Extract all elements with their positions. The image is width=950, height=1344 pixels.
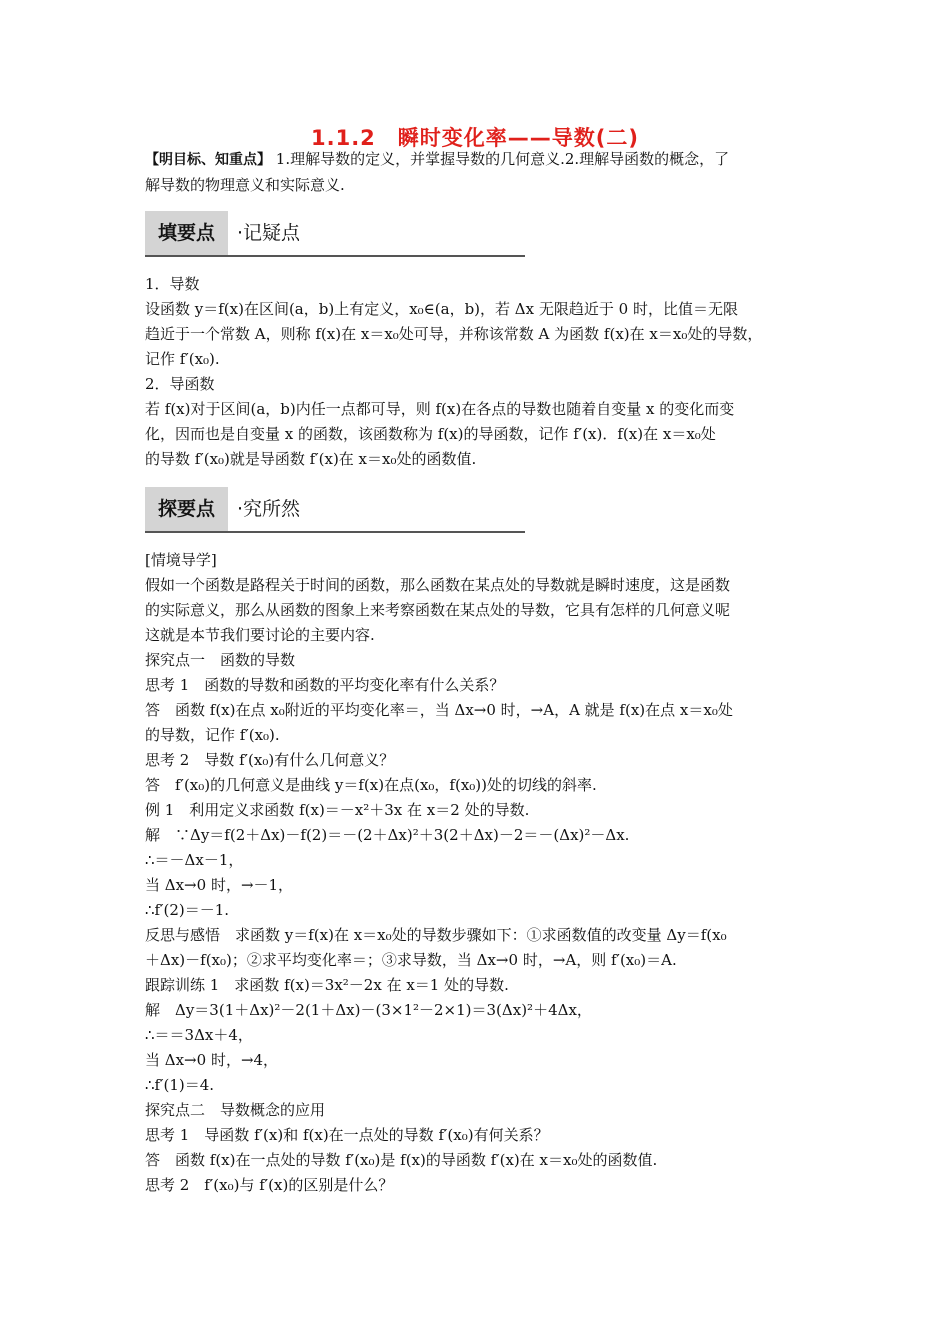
text-line: 思考 2 导数 f′(x₀)有什么几何意义？ xyxy=(145,751,395,769)
text-line: 思考 2 f′(x₀)与 f′(x)的区别是什么？ xyxy=(145,1176,394,1194)
text-line: 解 ∵Δy＝f(2＋Δx)－f(2)＝－(2＋Δx)²＋3(2＋Δx)－2＝－(Δx)²－Δx. xyxy=(145,826,630,844)
section-banner-explore xyxy=(145,487,525,533)
text-line: 的实际意义，那么从函数的图象上来考察函数在某点处的导数，它具有怎样的几何意义呢 xyxy=(145,601,731,619)
text-line: 解 Δy＝3(1＋Δx)²－2(1＋Δx)－(3×1²－2×1)＝3(Δx)²＋4Δx， xyxy=(145,1001,592,1019)
text-line: 趋近于一个常数 A，则称 f(x)在 x＝x₀处可导，并称该常数 A 为函数 f(x)在 x＝x₀处的导数， xyxy=(145,325,763,343)
text-line: 思考 1 函数的导数和函数的平均变化率有什么关系？ xyxy=(145,676,505,694)
section-banner-box: 填要点 xyxy=(145,211,228,255)
text-line: ∴＝－Δx－1， xyxy=(145,851,244,869)
explore-section-content xyxy=(145,548,815,1198)
text-line: 例 1 利用定义求函数 f(x)＝－x²＋3x 在 x＝2 处的导数. xyxy=(145,801,530,819)
page-title: 1.1.2 瞬时变化率——导数(二) xyxy=(311,126,639,150)
objectives-text-2: 解导数的物理意义和实际意义. xyxy=(145,176,345,194)
text-line: [情境导学] xyxy=(145,551,217,569)
text-line: 1．导数 xyxy=(145,275,200,293)
text-line: ∴f′(1)＝4. xyxy=(145,1076,215,1094)
text-line: 跟踪训练 1 求函数 f(x)＝3x²－2x 在 x＝1 处的导数. xyxy=(145,976,509,994)
section-banner-fill xyxy=(145,211,525,257)
text-line: 2．导函数 xyxy=(145,375,215,393)
objectives-line-1 xyxy=(145,147,817,173)
text-line: 设函数 y＝f(x)在区间(a，b)上有定义，x₀∈(a，b)，若 Δx 无限趋近于 0 时，比值＝无限 xyxy=(145,300,738,318)
text-line: 探究点一 函数的导数 xyxy=(145,651,296,669)
text-line: 答 函数 f(x)在一点处的导数 f′(x₀)是 f(x)的导函数 f′(x)在 x＝x₀处的函数值. xyxy=(145,1151,658,1169)
section-banner-box: 探要点 xyxy=(145,487,228,531)
text-line: 的导数，记作 f′(x₀). xyxy=(145,726,280,744)
text-line: 假如一个函数是路程关于时间的函数，那么函数在某点处的导数就是瞬时速度，这是函数 xyxy=(145,576,731,594)
text-line: 若 f(x)对于区间(a，b)内任一点都可导，则 f(x)在各点的导数也随着自变量 x 的变化而变 xyxy=(145,400,735,418)
text-line: 的导数 f′(x₀)就是导函数 f′(x)在 x＝x₀处的函数值. xyxy=(145,450,477,468)
text-line: 记作 f′(x₀). xyxy=(145,350,220,368)
objectives-text-1: 1.理解导数的定义，并掌握导数的几何意义.2.理解导函数的概念，了 xyxy=(275,150,730,168)
objectives-tag: 【明目标、知重点】 xyxy=(145,152,271,168)
text-line: 答 函数 f(x)在点 x₀附近的平均变化率＝，当 Δx→0 时，→A，A 就是 f(x)在点 x＝x₀处 xyxy=(145,701,733,719)
text-line: 当 Δx→0 时，→4， xyxy=(145,1051,279,1069)
fill-section-content xyxy=(145,272,815,472)
text-line: ∴＝＝3Δx＋4， xyxy=(145,1026,253,1044)
section-banner-subtitle: ·记疑点 xyxy=(237,222,301,244)
text-line: 反思与感悟 求函数 y＝f(x)在 x＝x₀处的导数步骤如下：①求函数值的改变量 Δy＝f(x₀ xyxy=(145,926,727,944)
text-line: ∴f′(2)＝－1. xyxy=(145,901,230,919)
text-line: 这就是本节我们要讨论的主要内容. xyxy=(145,626,375,644)
section-banner-subtitle: ·究所然 xyxy=(237,498,301,520)
text-line: 思考 1 导函数 f′(x)和 f(x)在一点处的导数 f′(x₀)有何关系？ xyxy=(145,1126,549,1144)
text-line: 答 f′(x₀)的几何意义是曲线 y＝f(x)在点(x₀，f(x₀))处的切线的斜率. xyxy=(145,776,597,794)
text-line: 当 Δx→0 时，→－1， xyxy=(145,876,294,894)
text-line: 探究点二 导数概念的应用 xyxy=(145,1101,326,1119)
learning-objectives xyxy=(145,147,817,198)
text-line: ＋Δx)－f(x₀)；②求平均变化率＝；③求导数，当 Δx→0 时，→A，则 f′(x₀)＝A. xyxy=(145,951,677,969)
text-line: 化，因而也是自变量 x 的函数，该函数称为 f(x)的导函数，记作 f′(x)．f(x)在 x＝x₀处 xyxy=(145,425,716,443)
